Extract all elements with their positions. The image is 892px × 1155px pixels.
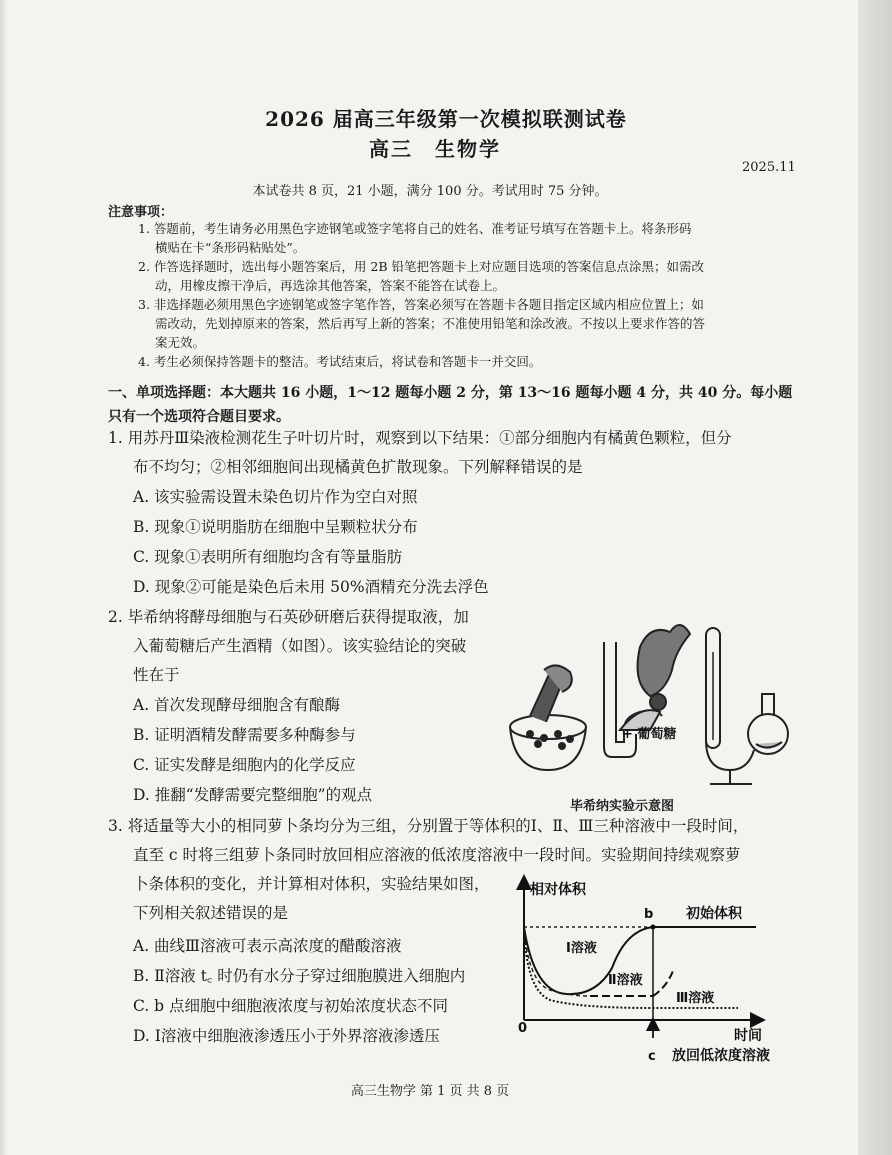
page-edge-left <box>0 0 8 1155</box>
exam-subtitle: 高三 生物学 <box>369 137 501 161</box>
notice-item-2: 2. 作答选择题时，选出每小题答案后，用 2B 铅笔把答题卡上对应题目选项的答案信息点涂黑；如需改 动，用橡皮擦干净后，再选涂其他答案，答案不能答在试卷上。 <box>138 259 704 293</box>
u-tube-flask-illustration <box>706 628 788 784</box>
section-heading: 一、单项选择题：本大题共 16 小题，1～12 题每小题 2 分，第 13～16 题每小题 4 分，共 40 分。每小题 只有一个选项符合题目要求。 <box>108 385 793 425</box>
q2-option-b: B. 证明酒精发酵需要多种酶参与 <box>133 726 356 744</box>
c-label: c <box>648 1049 656 1064</box>
q3-option-c: C. b 点细胞中细胞液浓度与初始浓度状态不同 <box>133 997 449 1015</box>
q3-option-d: D. Ⅰ溶液中细胞液渗透压小于外界溶液渗透压 <box>133 1027 440 1045</box>
point-b <box>651 925 656 930</box>
q2-option-d: D. 推翻“发酵需要完整细胞”的观点 <box>133 786 373 804</box>
notice-item-3: 3. 非选择题必须用黑色字迹钢笔或签字笔作答，答案必须写在答题卡各题目指定区域内相应位置上；如 需改动，先划掉原来的答案，然后再写上新的答案；不准使用铅笔和涂改液。不按以上要求作答的答 案无效。 <box>138 297 706 350</box>
y-axis-label: 相对体积 <box>530 882 586 898</box>
cloth-bag-illustration <box>620 625 690 730</box>
curve-1-label: Ⅰ溶液 <box>566 941 597 956</box>
curve-2-label: Ⅱ溶液 <box>608 973 643 988</box>
q2-option-c: C. 证实发酵是细胞内的化学反应 <box>133 756 356 774</box>
notice-item-1: 1. 答题前，考生请务必用黑色字迹钢笔或签字笔将自己的姓名、准考证号填写在答题卡上。将条形码 横贴在卡“条形码粘贴处”。 <box>138 221 692 255</box>
point-b-label: b <box>644 907 654 922</box>
notice-heading: 注意事项： <box>108 205 174 220</box>
curve-solution-2-start <box>524 927 590 996</box>
q1-option-d: D. 现象②可能是染色后未用 50%酒精充分洗去浮色 <box>133 578 489 596</box>
curve-3-label: Ⅲ溶液 <box>676 991 715 1006</box>
buchner-figure <box>500 612 800 792</box>
figure-caption: 毕希纳实验示意图 <box>570 799 675 814</box>
notice-item-4: 4. 考生必须保持答题卡的整洁。考试结束后，将试卷和答题卡一并交回。 <box>138 354 542 369</box>
initial-volume-label: 初始体积 <box>686 906 742 922</box>
exam-info: 本试卷共 8 页，21 小题，满分 100 分。考试用时 75 分钟。 <box>252 184 608 199</box>
question-1-stem: 1. 用苏丹Ⅲ染液检测花生子叶切片时，观察到以下结果：①部分细胞内有橘黄色颗粒，但分 布不均匀；②相邻细胞间出现橘黄色扩散现象。下列解释错误的是 <box>108 429 732 476</box>
glucose-label: + 葡萄糖 <box>622 727 677 742</box>
volume-graph <box>510 872 800 1072</box>
exam-date: 2025.11 <box>742 160 796 175</box>
origin-label: 0 <box>518 1021 528 1036</box>
mortar-illustration <box>510 665 586 770</box>
q3-option-b: B. Ⅱ溶液 t꜀ 时仍有水分子穿过细胞膜进入细胞内 <box>133 967 466 985</box>
q1-option-c: C. 现象①表明所有细胞均含有等量脂肪 <box>133 548 403 566</box>
exam-title: 2026 届高三年级第一次模拟联测试卷 <box>265 107 627 131</box>
page-footer: 高三生物学 第 1 页 共 8 页 <box>350 1084 510 1099</box>
q2-option-a: A. 首次发现酵母细胞含有酿酶 <box>133 696 341 714</box>
q3-option-a: A. 曲线Ⅲ溶液可表示高浓度的醋酸溶液 <box>133 937 402 955</box>
curve-solution-2-recovery <box>653 968 674 996</box>
x-axis-label: 时间 <box>734 1028 762 1044</box>
return-label: 放回低浓度溶液 <box>672 1048 770 1064</box>
q1-option-a: A. 该实验需设置未染色切片作为空白对照 <box>133 488 418 506</box>
question-3-stem: 3. 将适量等大小的相同萝卜条均分为三组，分别置于等体积的Ⅰ、Ⅱ、Ⅲ三种溶液中一段时间， 直至 c 时将三组萝卜条同时放回相应溶液的低浓度溶液中一段时间。实验期间持续观察萝 卜条体积的变化，并计算相对体积，实验结果如图， 下列相关叙述错误的是 <box>108 817 749 922</box>
question-2-stem: 2. 毕希纳将酵母细胞与石英砂研磨后获得提取液，加 入葡萄糖后产生酒精（如图）。该实验结论的突破 性在于 <box>108 608 469 684</box>
page-edge-shadow <box>858 0 892 1155</box>
q1-option-b: B. 现象①说明脂肪在细胞中呈颗粒状分布 <box>133 518 418 536</box>
